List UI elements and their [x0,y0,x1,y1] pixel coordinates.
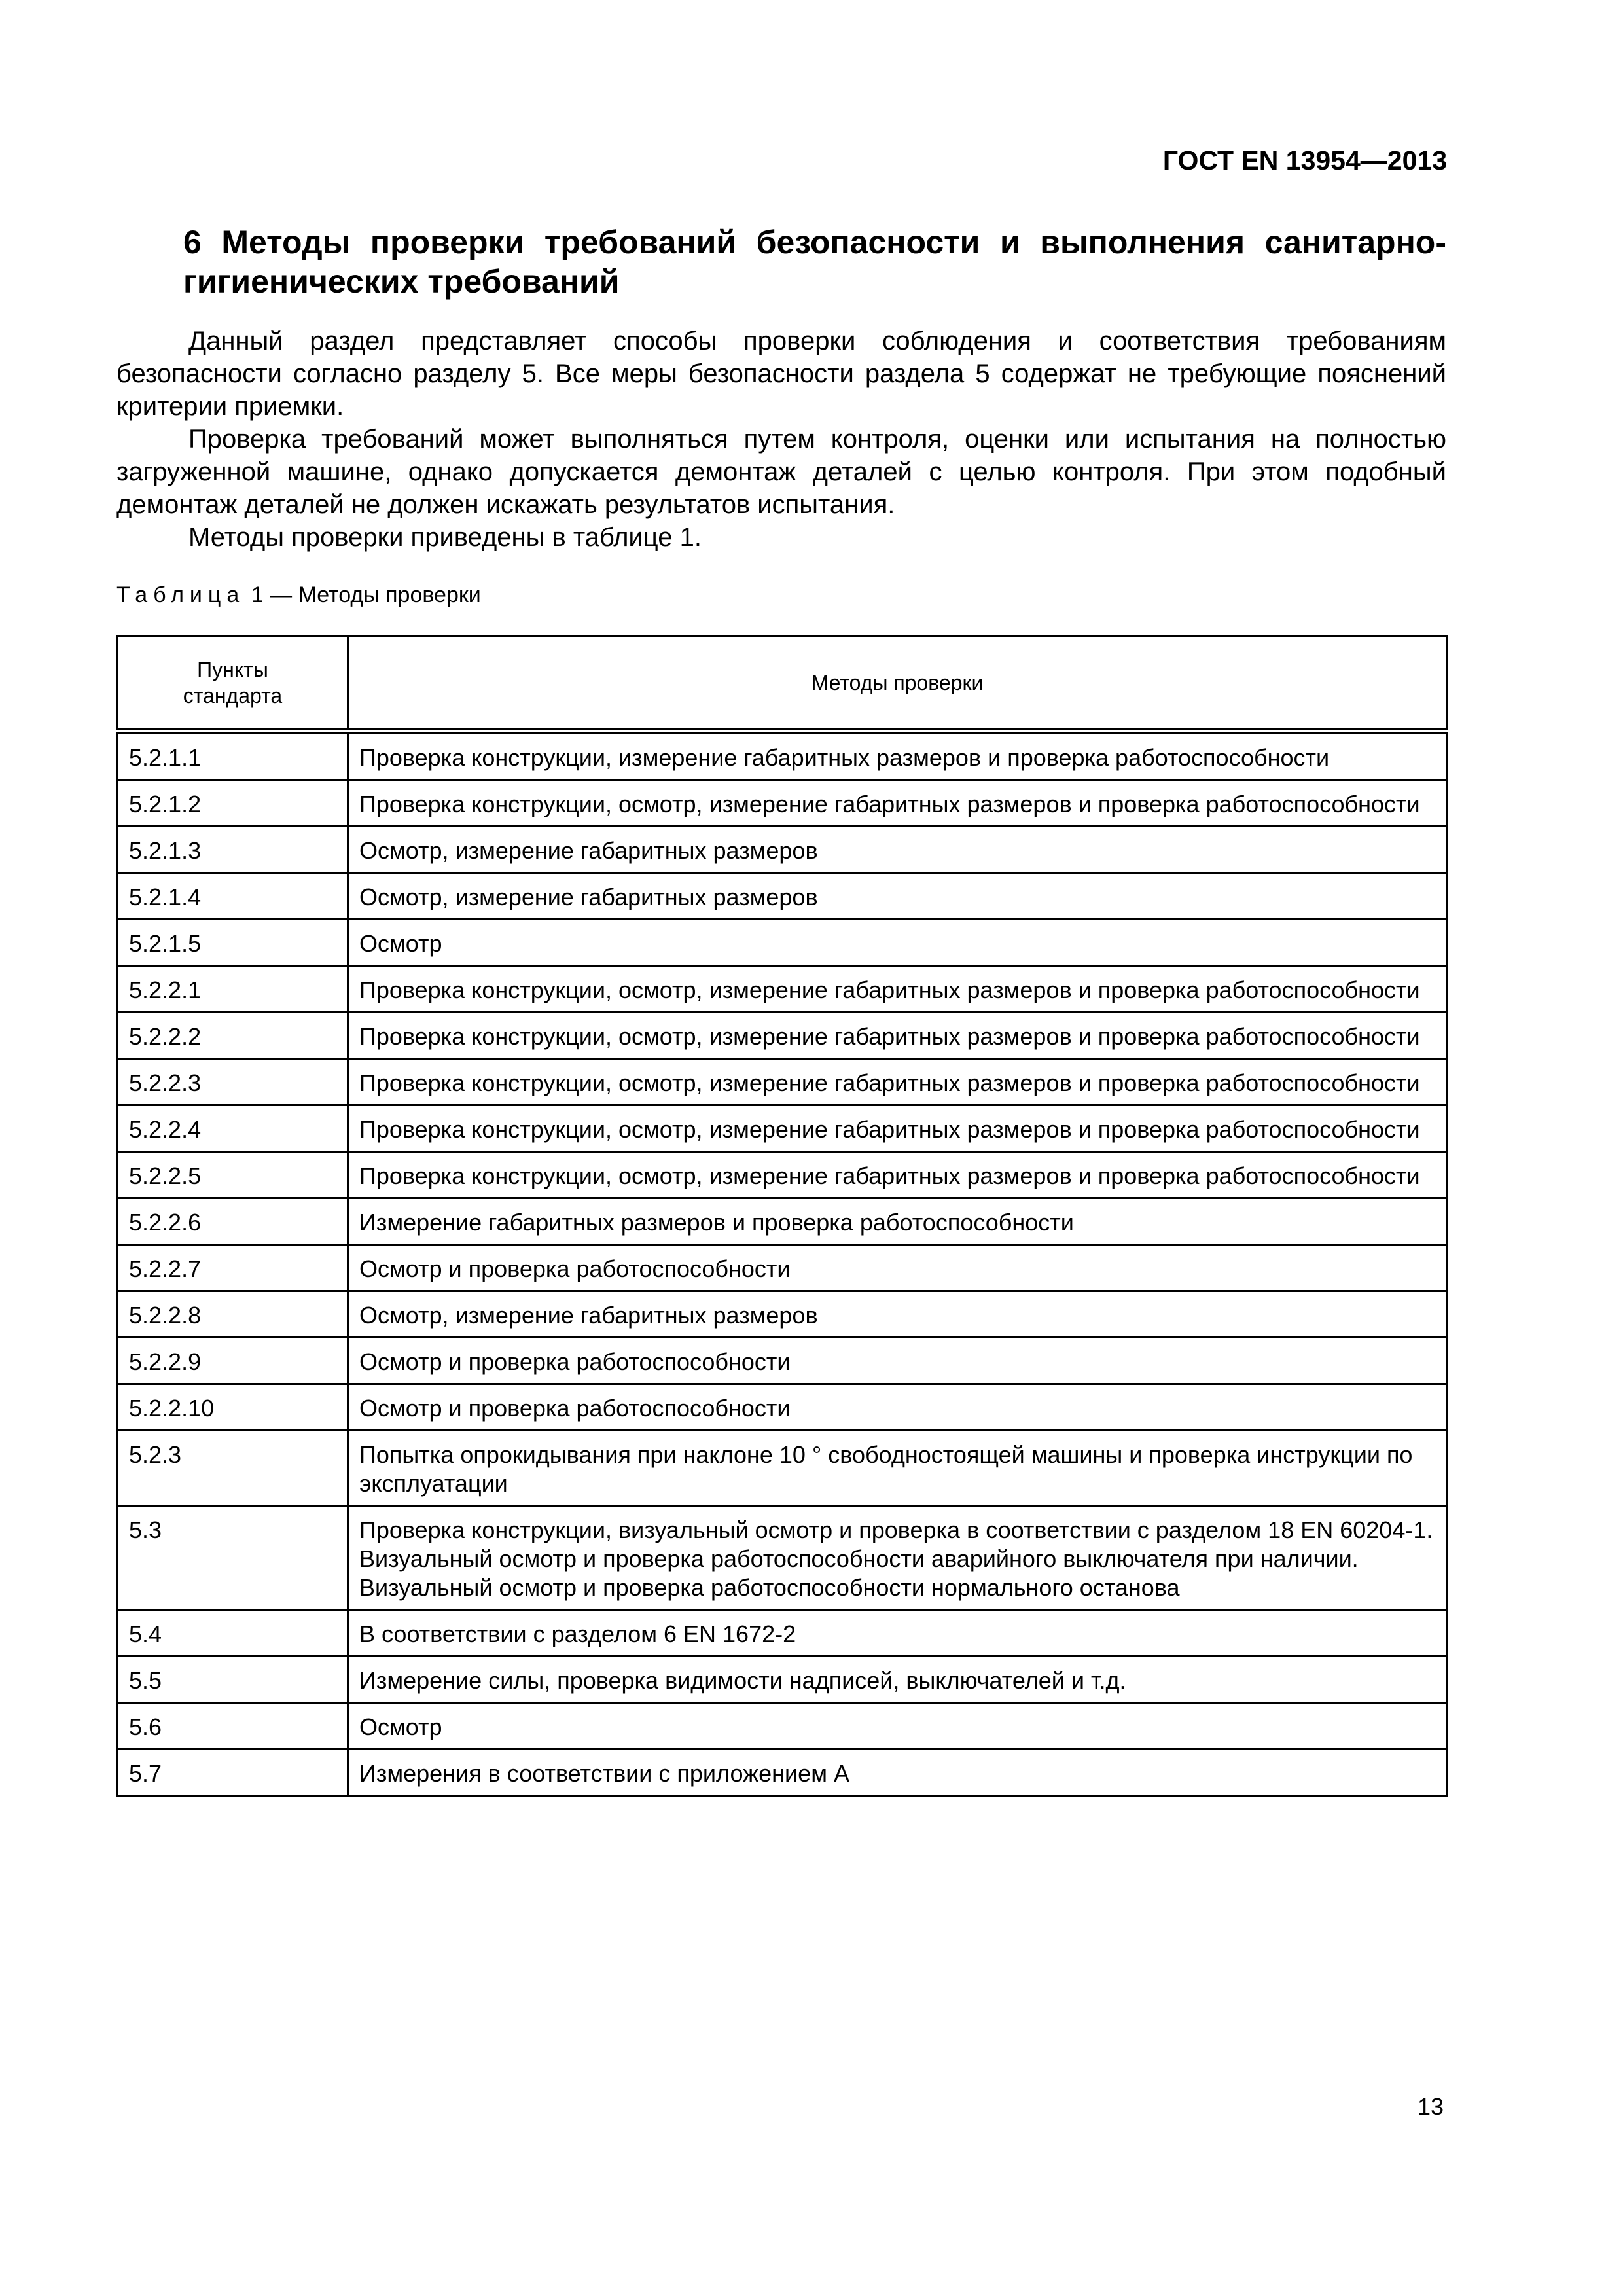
method-cell [348,1291,1447,1338]
clause-cell: 5.6 [118,1703,348,1749]
method-text: Измерение силы, проверка видимости надписей, выключателей и т.д. [359,1667,1126,1694]
page-number: 13 [1417,2093,1444,2120]
clause-cell: 5.2.1.3 [118,827,348,873]
method-cell [348,1749,1447,1796]
table-row [118,1431,1447,1506]
clause-cell: 5.2.2.5 [118,1152,348,1198]
method-cell [348,1610,1447,1657]
method-cell [348,1384,1447,1431]
method-cell [348,1506,1447,1610]
method-cell [348,732,1447,780]
method-cell [348,1338,1447,1384]
table-row [118,1013,1447,1059]
method-cell [348,1657,1447,1703]
method-text: Визуальный осмотр и проверка работоспособности нормального останова [359,1574,1180,1601]
table-row [118,1198,1447,1245]
clause-cell: 5.2.2.8 [118,1291,348,1338]
table-caption-title: 1 — Методы проверки [251,583,481,607]
method-cell [348,780,1447,827]
section-title: 6 Методы проверки требований безопасности и выполнения санитарно-гигиенических требований [183,224,1446,300]
method-text: Осмотр [359,1713,442,1740]
method-cell [348,1703,1447,1749]
table-row [118,1291,1447,1338]
clause-cell: 5.2.1.1 [118,732,348,780]
method-text: В соответствии с разделом 6 EN 1672-2 [359,1621,796,1647]
method-cell [348,827,1447,873]
clause-cell: 5.2.1.4 [118,873,348,920]
method-text: Проверка конструкции, осмотр, измерение габаритных размеров и проверка работоспособности [359,1023,1420,1050]
method-cell [348,966,1447,1013]
clause-cell: 5.2.2.9 [118,1338,348,1384]
clause-cell: 5.2.2.2 [118,1013,348,1059]
method-text: Измерения в соответствии с приложением A [359,1760,849,1787]
clause-cell: 5.2.1.2 [118,780,348,827]
clause-cell: 5.2.2.1 [118,966,348,1013]
method-cell [348,873,1447,920]
table-row [118,920,1447,966]
paragraph: Методы проверки приведены в таблице 1. [188,523,702,552]
method-text: Проверка конструкции, измерение габаритных размеров и проверка работоспособности [359,744,1330,771]
clause-cell: 5.2.2.4 [118,1105,348,1152]
table-header-row [118,636,1447,732]
method-text: Осмотр, измерение габаритных размеров [359,884,818,910]
paragraph: Проверка требований может выполняться путем контроля, оценки или испытания на полностью загруженной машине, однако допускается демонтаж деталей с целью контроля. При этом подобный демонтаж деталей не должен искажать результатов испытания. [116,425,1446,519]
table-row [118,873,1447,920]
table-row [118,1245,1447,1291]
method-text: Проверка конструкции, визуальный осмотр и проверка в соответствии с разделом 18 EN 60204-1. [359,1516,1433,1543]
table-row [118,1338,1447,1384]
method-text: Осмотр, измерение габаритных размеров [359,837,818,864]
clause-cell: 5.2.2.6 [118,1198,348,1245]
method-text: Измерение габаритных размеров и проверка работоспособности [359,1209,1074,1236]
table-row [118,966,1447,1013]
table-row [118,827,1447,873]
method-text: Проверка конструкции, осмотр, измерение габаритных размеров и проверка работоспособности [359,791,1420,817]
table-row [118,1703,1447,1749]
method-cell [348,1105,1447,1152]
header-clause: Пункты стандарта [118,636,348,732]
method-text: Проверка конструкции, осмотр, измерение габаритных размеров и проверка работоспособности [359,977,1420,1003]
method-cell [348,1198,1447,1245]
method-text: Осмотр и проверка работоспособности [359,1255,791,1282]
table-row [118,732,1447,780]
method-text: Осмотр, измерение габаритных размеров [359,1302,818,1329]
table-row [118,1506,1447,1610]
method-cell [348,1152,1447,1198]
clause-cell: 5.5 [118,1657,348,1703]
clause-cell: 5.2.2.3 [118,1059,348,1105]
table-row [118,1610,1447,1657]
method-text: Визуальный осмотр и проверка работоспособности аварийного выключателя при наличии. [359,1545,1359,1572]
table-caption [116,583,481,608]
clause-cell: 5.2.1.5 [118,920,348,966]
method-text: Попытка опрокидывания при наклоне 10 ° свободностоящей машины и проверка инструкции по эксплуатации [359,1441,1413,1497]
method-text: Осмотр и проверка работоспособности [359,1348,791,1375]
method-cell [348,1431,1447,1506]
table-body [118,732,1447,1796]
table-row [118,1105,1447,1152]
method-cell [348,920,1447,966]
table-row [118,780,1447,827]
method-text: Проверка конструкции, осмотр, измерение габаритных размеров и проверка работоспособности [359,1069,1420,1096]
clause-cell: 5.4 [118,1610,348,1657]
section-body [116,325,1446,554]
method-cell [348,1245,1447,1291]
methods-table [116,635,1448,1797]
clause-cell: 5.2.2.10 [118,1384,348,1431]
table-row [118,1749,1447,1796]
paragraph: Данный раздел представляет способы проверки соблюдения и соответствия требованиям безопасности согласно разделу 5. Все меры безопасности раздела 5 содержат не требующие пояснений критерии приемки. [116,327,1446,421]
method-text: Проверка конструкции, осмотр, измерение габаритных размеров и проверка работоспособности [359,1162,1420,1189]
clause-cell: 5.7 [118,1749,348,1796]
table-row [118,1657,1447,1703]
table-row [118,1059,1447,1105]
method-cell [348,1013,1447,1059]
method-text: Проверка конструкции, осмотр, измерение габаритных размеров и проверка работоспособности [359,1116,1420,1143]
clause-cell: 5.2.3 [118,1431,348,1506]
header-method: Методы проверки [348,636,1447,732]
clause-cell: 5.3 [118,1506,348,1610]
method-text: Осмотр и проверка работоспособности [359,1395,791,1422]
method-text: Осмотр [359,930,442,957]
table-row [118,1152,1447,1198]
clause-cell: 5.2.2.7 [118,1245,348,1291]
table-row [118,1384,1447,1431]
table-caption-prefix: Таблица [116,583,245,607]
method-cell [348,1059,1447,1105]
document-id: ГОСТ EN 13954—2013 [1162,145,1447,175]
